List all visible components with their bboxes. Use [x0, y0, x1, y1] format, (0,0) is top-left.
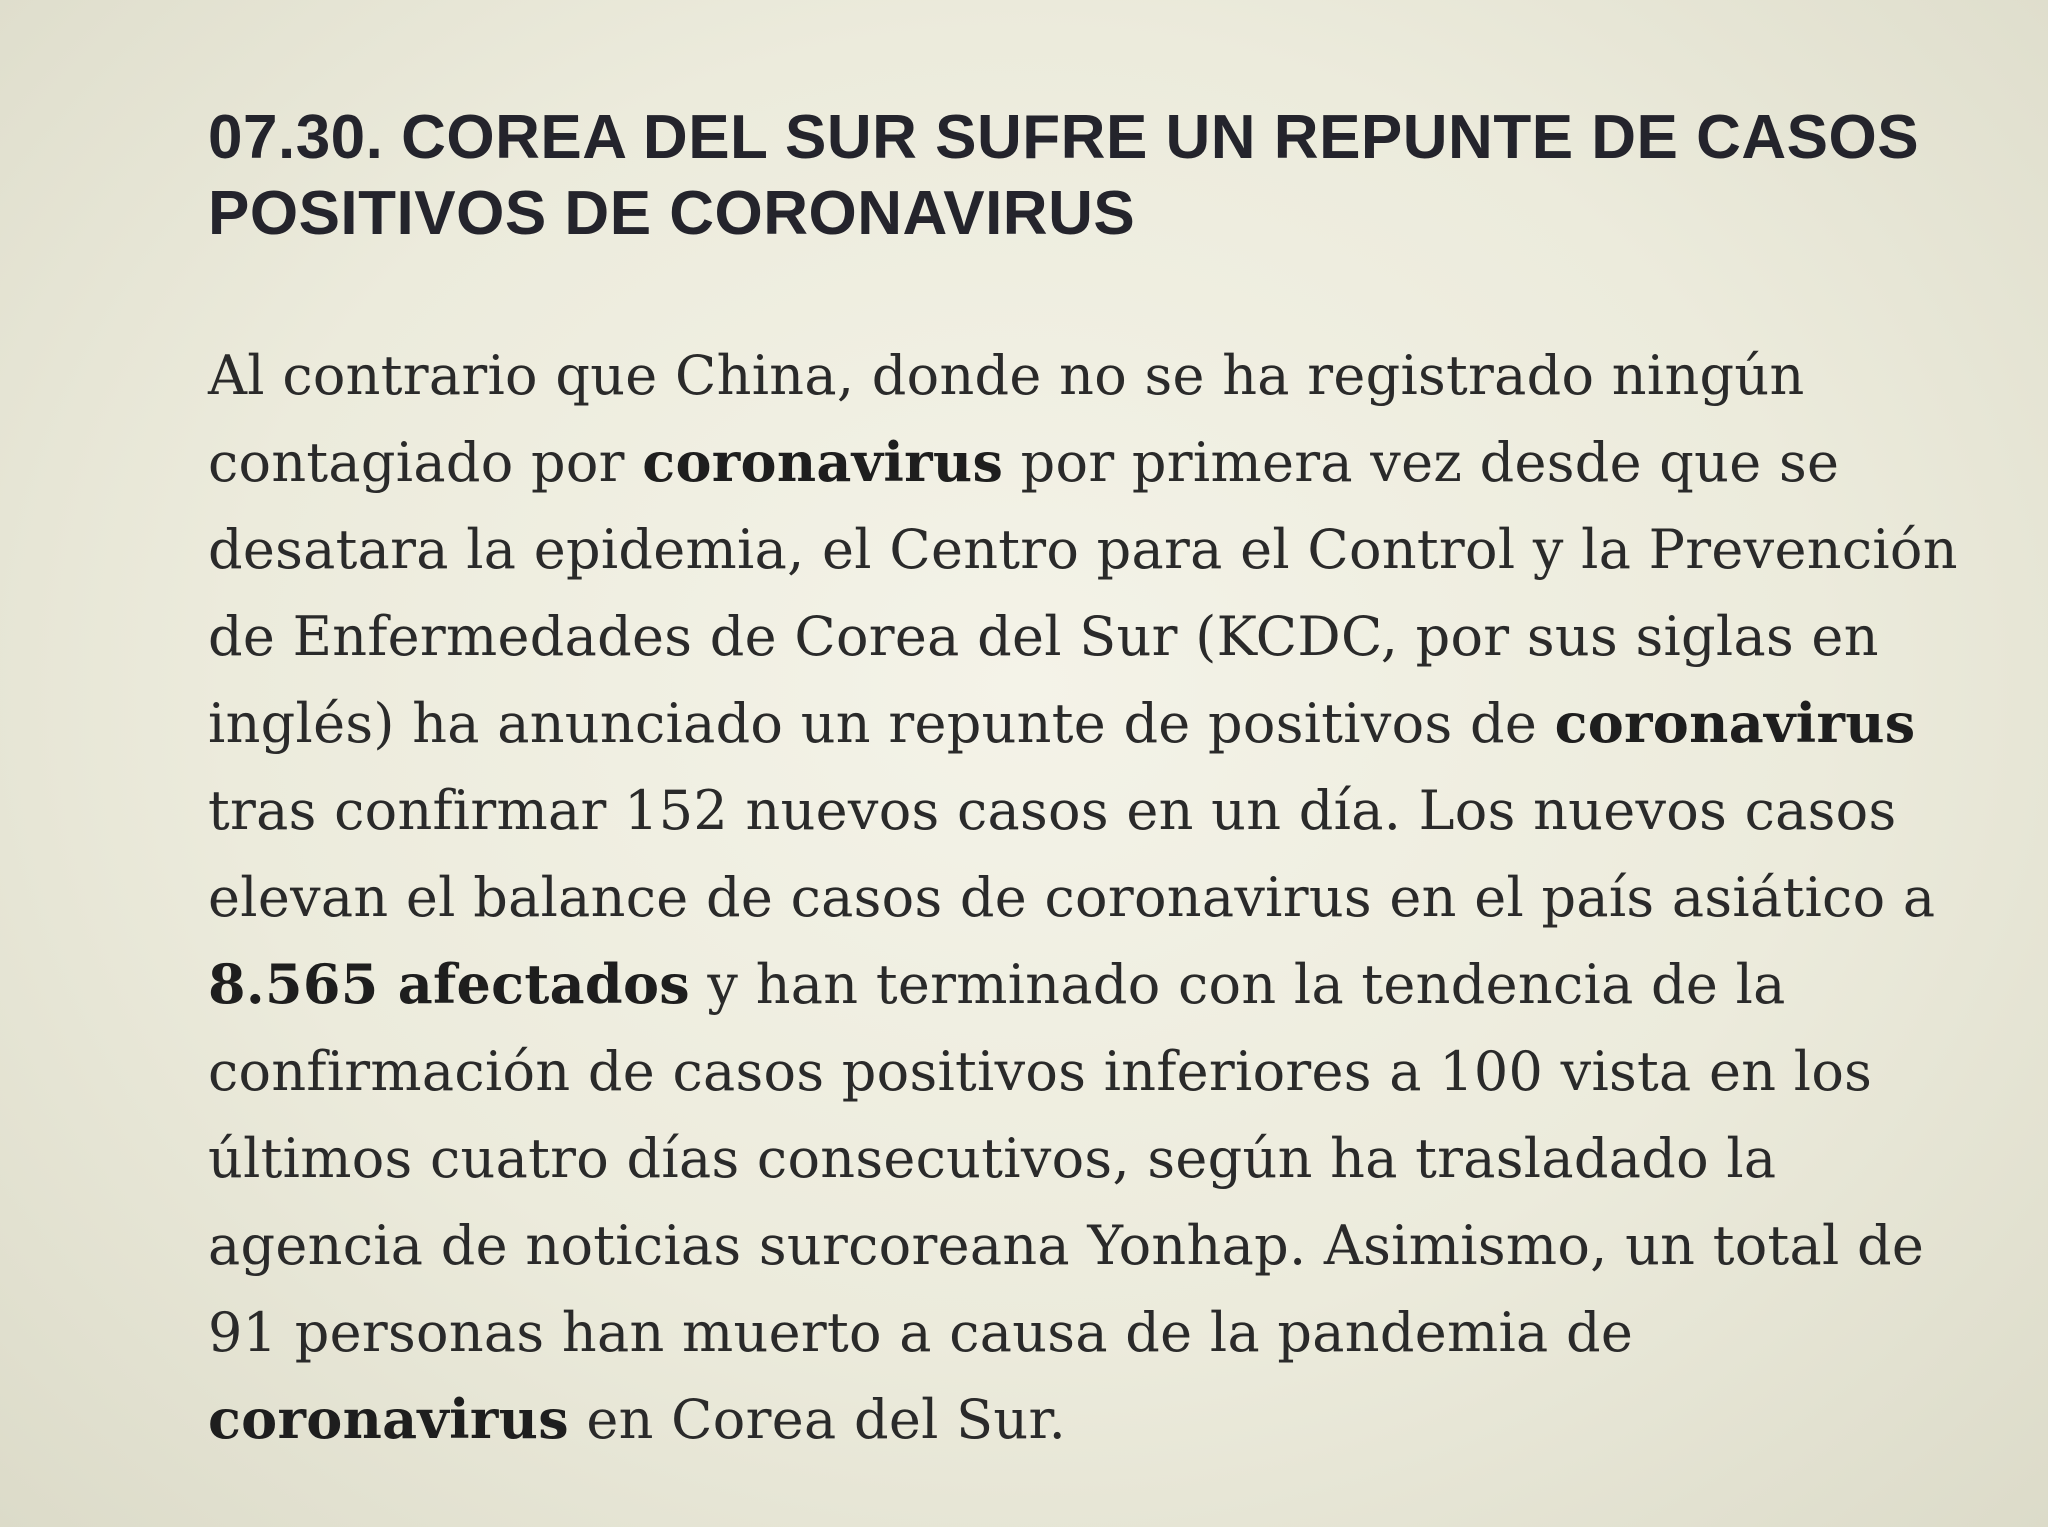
bold-keyword: coronavirus [208, 1387, 569, 1451]
bold-keyword: 8.565 afectados [208, 952, 690, 1016]
article-body [208, 332, 1988, 1463]
body-line [208, 1289, 1988, 1376]
body-line [208, 680, 1988, 767]
body-text: 91 personas han muerto a causa de la pandemia de [208, 1301, 1634, 1364]
body-text: tras confirmar 152 nuevos casos en un día. Los nuevos casos [208, 779, 1897, 842]
headline-line: 07.30. COREA DEL SUR SUFRE UN REPUNTE DE CASOS [208, 103, 1920, 172]
body-line [208, 767, 1988, 854]
article-headline [208, 100, 1988, 252]
body-line [208, 506, 1988, 593]
bold-keyword: coronavirus [1554, 691, 1916, 755]
body-text: agencia de noticias surcoreana Yonhap. Asimismo, un total de [208, 1214, 1925, 1277]
news-article [208, 100, 1988, 1463]
body-text: inglés) ha anunciado un repunte de positivos de [208, 692, 1555, 755]
body-line [208, 854, 1988, 941]
body-text: últimos cuatro días consecutivos, según ha trasladado la [208, 1127, 1777, 1190]
body-text: en Corea del Sur. [568, 1388, 1067, 1451]
body-line [208, 1202, 1988, 1289]
body-text: Al contrario que China, donde no se ha registrado ningún [208, 344, 1805, 407]
body-text: por primera vez desde que se [1003, 431, 1840, 494]
body-line [208, 593, 1988, 680]
body-line [208, 332, 1988, 419]
body-text: y han terminado con la tendencia de la [689, 953, 1786, 1016]
body-line [208, 1115, 1988, 1202]
body-line [208, 419, 1988, 506]
body-text: contagiado por [208, 431, 643, 494]
body-text: desatara la epidemia, el Centro para el Control y la Prevención [208, 518, 1958, 581]
body-line [208, 941, 1988, 1028]
body-text: elevan el balance de casos de coronavirus en el país asiático a [208, 866, 1936, 929]
bold-keyword: coronavirus [642, 430, 1004, 494]
headline-line: POSITIVOS DE CORONAVIRUS [208, 179, 1136, 248]
body-text: de Enfermedades de Corea del Sur (KCDC, por sus siglas en [208, 605, 1879, 668]
body-text: confirmación de casos positivos inferiores a 100 vista en los [208, 1040, 1873, 1103]
body-line [208, 1028, 1988, 1115]
body-line [208, 1376, 1988, 1463]
